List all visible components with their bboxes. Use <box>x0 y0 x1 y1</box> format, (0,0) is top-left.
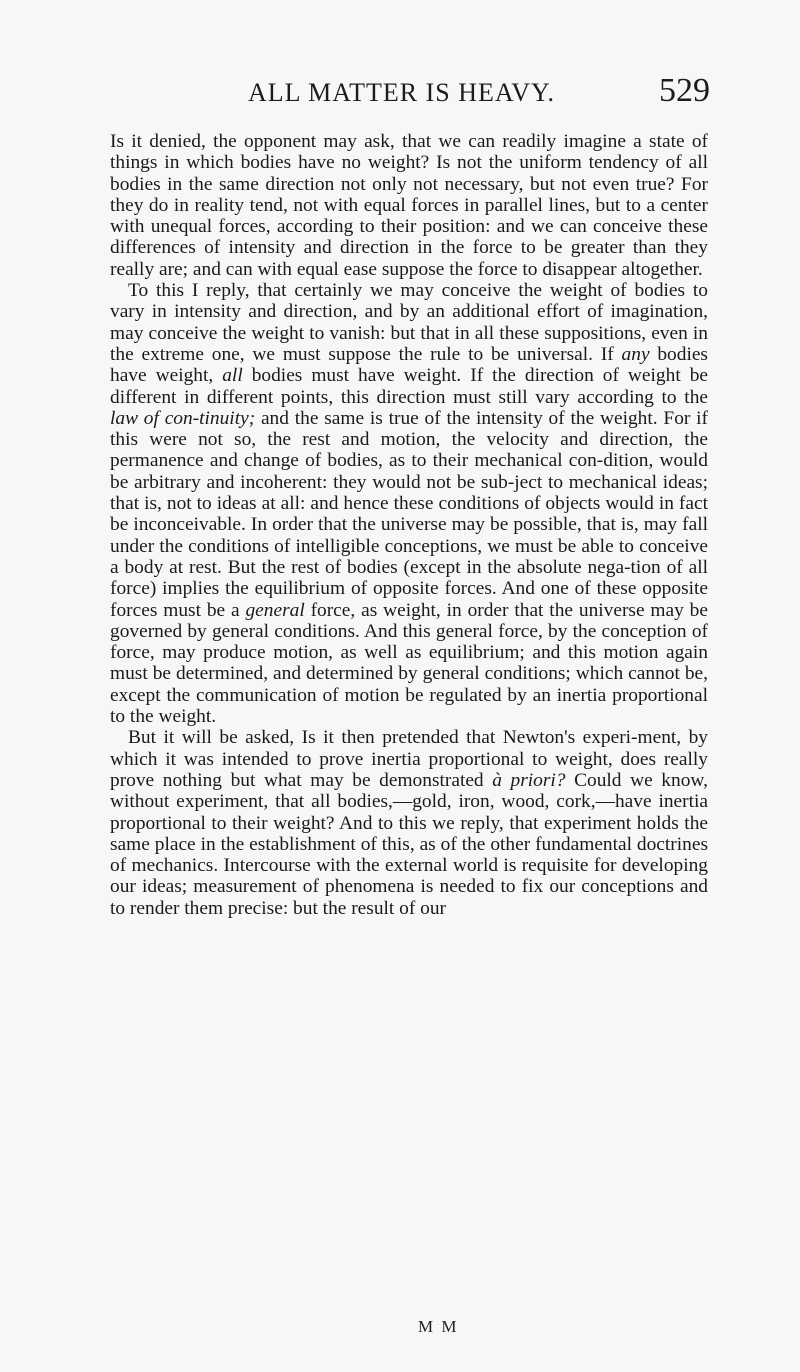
paragraph-text: But it will be asked, Is it then pretended that Newton's experi-ment, by which it was intended to prove inertia proportional to weight, does really prove nothing but what may be demonstrated <box>110 727 708 791</box>
paragraph-text: bodies must have weight. If the direction of weight be different in different points, this direction must still vary according to the <box>110 365 709 408</box>
running-title: ALL MATTER IS HEAVY. <box>248 78 555 107</box>
page-number: 529 <box>659 72 710 109</box>
signature-mark: M M <box>418 1317 459 1336</box>
paragraph-text: To this I reply, that certainly we may conceive the weight of bodies to vary in intensity and direction, and by an additional effort of imagination, may conceive the weight to vanish: but that in all these suppositions, even in the extreme one, we must suppose the rule to be universal. If <box>110 280 708 365</box>
italic-phrase: à priori? <box>492 769 566 791</box>
paragraph-text: force, as weight, in order that the universe may be governed by general conditions. And this general force, by the conception of force, may produce motion, as well as equilibrium; and this motion again must be determined, and determined by general conditions; which cannot be, except the communication of motion be regulated by an inertia proportional to the weight. <box>110 599 708 728</box>
paragraph-text: bodies have weight, <box>110 343 708 387</box>
italic-phrase: law of con-tinuity; <box>110 407 256 429</box>
body-text <box>110 131 708 919</box>
italic-word: all <box>222 365 243 387</box>
paragraph-1 <box>110 131 708 280</box>
paragraph-text: and the same is true of the intensity of the weight. For if this were not so, the rest and motion, the velocity and direction, the permanence and change of bodies, as to their mechanical con-dition, would be arbitrary and incoherent: they would not be sub-ject to mechanical ideas; that is, not to ideas at all: and hence these conditions of objects would in fact be inconceivable. In order that the universe may be possible, that is, may fall under the conditions of intelligible conceptions, we must be able to conceive a body at rest. But the rest of bodies (except in the absolute nega-tion of all force) implies the equilibrium of opposite forces. And one of these opposite forces must be a <box>110 407 708 621</box>
paragraph-text: Could we know, without experiment, that all bodies,—gold, iron, wood, cork,—have inertia proportional to their weight? And to this we reply, that experiment holds the same place in the establishment of this, as of the other fundamental doctrines of mechanics. Intercourse with the external world is requisite for developing our ideas; measurement of phenomena is needed to fix our conceptions and to render them precise: but the result of our <box>110 769 708 919</box>
page-header <box>110 72 710 122</box>
paragraph-text: Is it denied, the opponent may ask, that we can readily imagine a state of things in which bodies have no weight? Is not the uniform tendency of all bodies in the same direction not only not necessary, but not even true? For they do in reality tend, not with equal forces in parallel lines, but to a center with unequal forces, according to their position: and we can conceive these differences of intensity and direction in the force to be greater than they really are; and can with equal ease suppose the force to disappear altogether. <box>110 131 708 280</box>
paragraph-2 <box>110 280 708 727</box>
italic-word: any <box>621 343 650 365</box>
italic-word: general <box>245 599 305 621</box>
paragraph-3 <box>110 727 708 919</box>
